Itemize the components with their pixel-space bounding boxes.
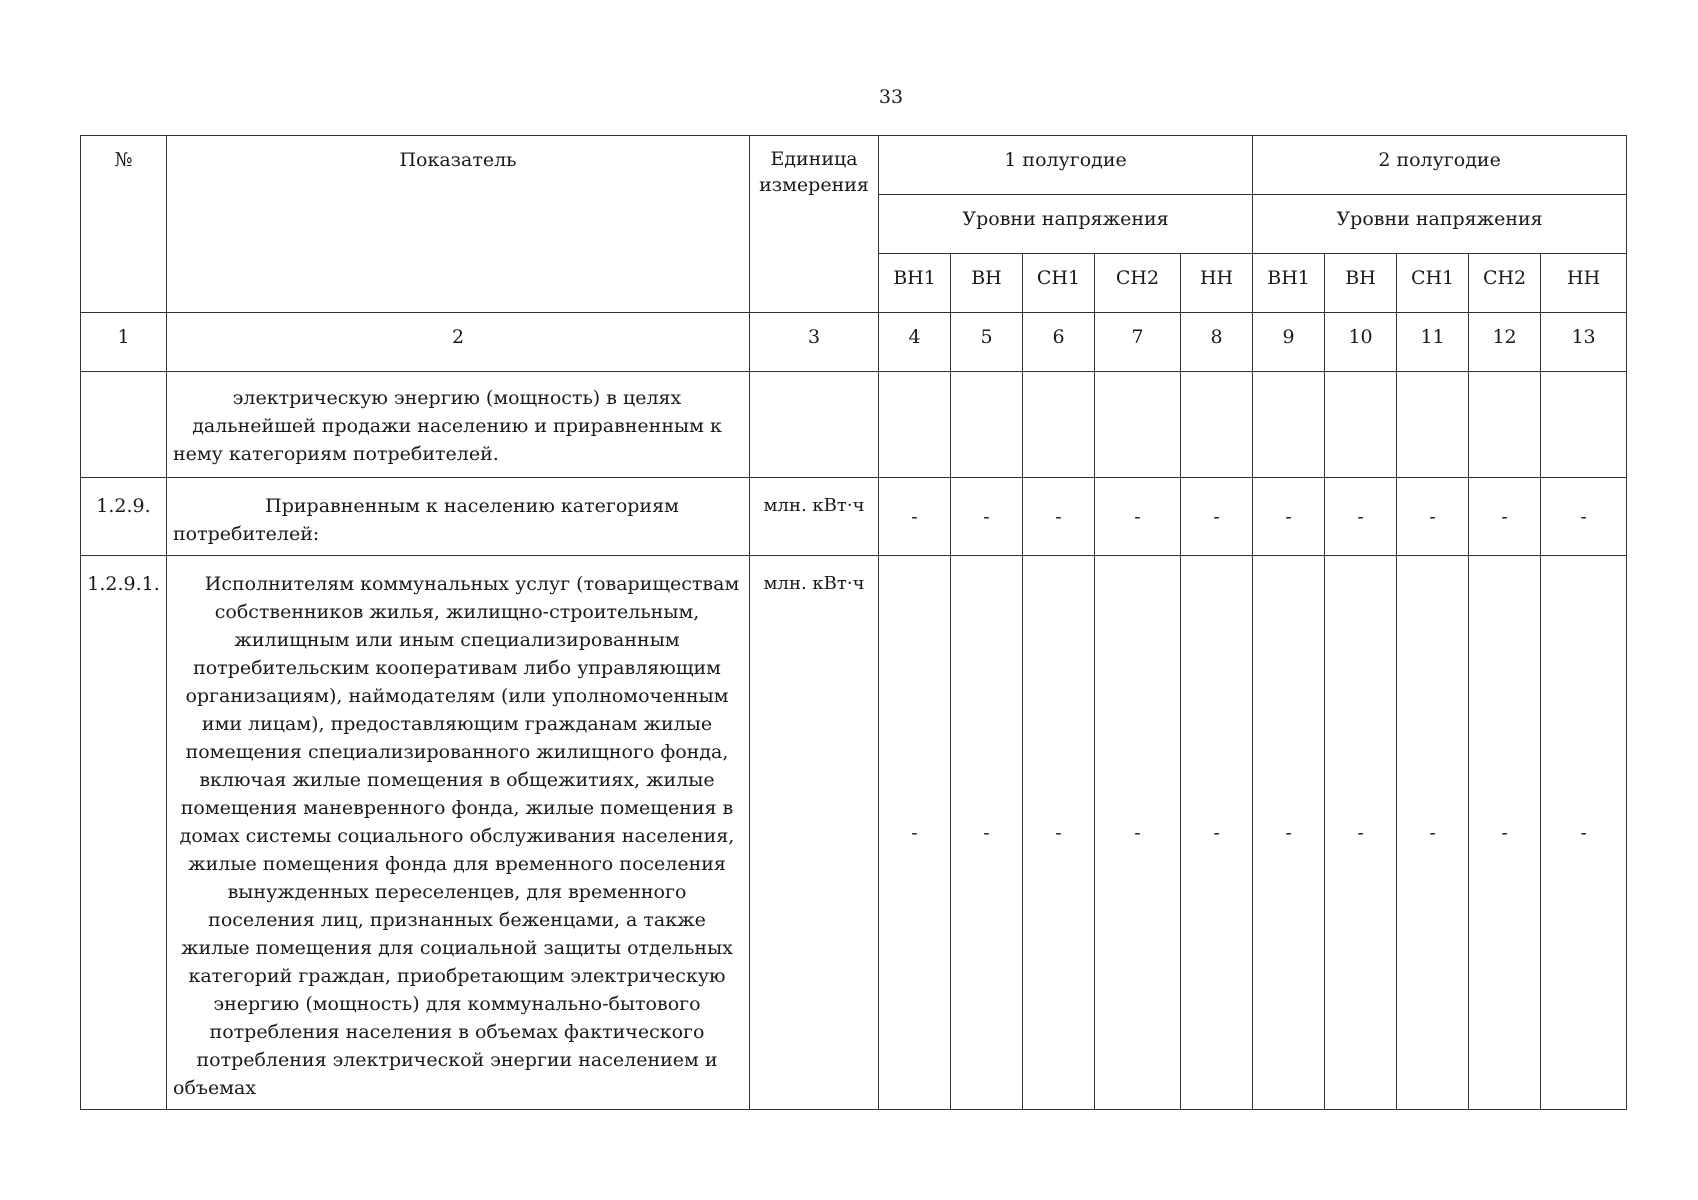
- column-number: 4: [879, 313, 951, 372]
- row-value: [1095, 372, 1181, 478]
- row-value: -: [1023, 478, 1095, 556]
- row-value: -: [1253, 478, 1325, 556]
- level-vn1: ВН1: [879, 254, 951, 313]
- row-value: [1397, 372, 1469, 478]
- header-voltage-levels-1: Уровни напряжения: [879, 195, 1253, 254]
- row-value: [1325, 372, 1397, 478]
- row-indicator-text: электрическую энергию (мощность) в целях дальнейшей продажи населению и приравненным к нему категориям потребителей.: [167, 372, 750, 478]
- level-vn1: ВН1: [1253, 254, 1325, 313]
- level-sn1: СН1: [1397, 254, 1469, 313]
- row-value: [1023, 372, 1095, 478]
- row-value: [951, 372, 1023, 478]
- row-value: -: [879, 478, 951, 556]
- column-number: 10: [1325, 313, 1397, 372]
- table-row: [81, 556, 1627, 1110]
- row-value: -: [951, 478, 1023, 556]
- data-table: [80, 135, 1627, 1110]
- row-value: -: [1325, 556, 1397, 1110]
- row-value: -: [1541, 478, 1627, 556]
- table-row: [81, 478, 1627, 556]
- row-indicator-text: Исполнителям коммунальных услуг (товариществам собственников жилья, жилищно-строительным, жилищным или иным специализированным потребительским кооперативам либо управляющим организациям), наймодателям (или уполномоченным ими лицам), предоставляющим гражданам жилые помещения специализированного жилищного фонда, включая жилые помещения в общежитиях, жилые помещения маневренного фонда, жилые помещения в домах системы социального обслуживания населения, жилые помещения фонда для временного поселения вынужденных переселенцев, для временного поселения лиц, признанных беженцами, а также жилые помещения для социальной защиты отдельных категорий граждан, приобретающим электрическую энергию (мощность) для коммунально-бытового потребления населения в объемах фактического потребления электрической энергии населением и объемах: [167, 556, 750, 1110]
- column-number: 7: [1095, 313, 1181, 372]
- row-value: -: [1023, 556, 1095, 1110]
- row-value: -: [1397, 478, 1469, 556]
- row-value: -: [1469, 478, 1541, 556]
- column-number: 2: [167, 313, 750, 372]
- row-value: [1541, 372, 1627, 478]
- column-number: 11: [1397, 313, 1469, 372]
- row-value: -: [1095, 478, 1181, 556]
- row-number: 1.2.9.1.: [81, 556, 167, 1110]
- level-sn2: СН2: [1469, 254, 1541, 313]
- row-unit: [750, 372, 879, 478]
- row-value: -: [1181, 478, 1253, 556]
- column-number: 3: [750, 313, 879, 372]
- row-value: -: [1181, 556, 1253, 1110]
- level-nn: НН: [1541, 254, 1627, 313]
- row-number: [81, 372, 167, 478]
- table-row: [81, 372, 1627, 478]
- header-row-1: [81, 136, 1627, 195]
- level-vn: ВН: [951, 254, 1023, 313]
- column-number: 8: [1181, 313, 1253, 372]
- row-value: -: [1469, 556, 1541, 1110]
- level-nn: НН: [1181, 254, 1253, 313]
- row-value: -: [1397, 556, 1469, 1110]
- level-vn: ВН: [1325, 254, 1397, 313]
- column-numbers-row: [81, 313, 1627, 372]
- row-indicator-text: Приравненным к населению категориям потребителей:: [167, 478, 750, 556]
- row-number: 1.2.9.: [81, 478, 167, 556]
- column-number: 13: [1541, 313, 1627, 372]
- column-number: 1: [81, 313, 167, 372]
- row-value: [1253, 372, 1325, 478]
- header-voltage-levels-2: Уровни напряжения: [1253, 195, 1627, 254]
- header-half-1: 1 полугодие: [879, 136, 1253, 195]
- row-value: [879, 372, 951, 478]
- page-number: 33: [878, 86, 904, 108]
- row-unit: млн. кВт·ч: [750, 556, 879, 1110]
- row-value: [1181, 372, 1253, 478]
- header-half-2: 2 полугодие: [1253, 136, 1627, 195]
- row-value: -: [1325, 478, 1397, 556]
- header-num: №: [81, 136, 167, 313]
- row-value: [1469, 372, 1541, 478]
- column-number: 6: [1023, 313, 1095, 372]
- column-number: 9: [1253, 313, 1325, 372]
- column-number: 5: [951, 313, 1023, 372]
- header-unit: Единица измерения: [750, 136, 879, 313]
- row-unit: млн. кВт·ч: [750, 478, 879, 556]
- row-value: -: [1541, 556, 1627, 1110]
- row-value: -: [1253, 556, 1325, 1110]
- level-sn2: СН2: [1095, 254, 1181, 313]
- column-number: 12: [1469, 313, 1541, 372]
- row-value: -: [1095, 556, 1181, 1110]
- row-value: -: [951, 556, 1023, 1110]
- level-sn1: СН1: [1023, 254, 1095, 313]
- row-value: -: [879, 556, 951, 1110]
- header-indicator: Показатель: [167, 136, 750, 313]
